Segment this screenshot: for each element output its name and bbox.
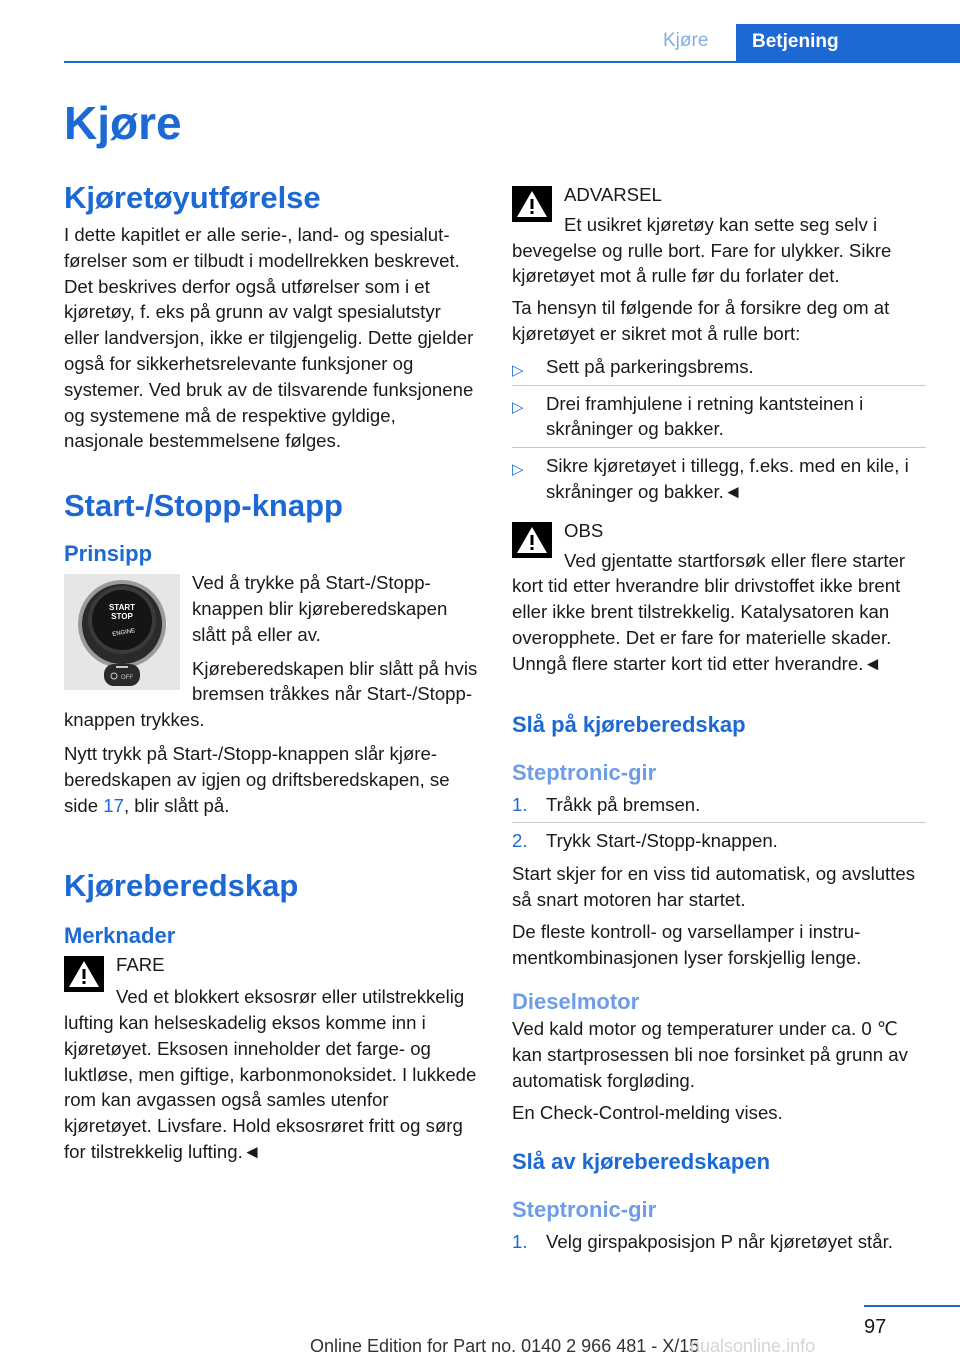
list-item: [512, 349, 926, 385]
warning-label: OBS: [564, 519, 604, 541]
subheading-steptronic: Steptronic-gir: [512, 759, 657, 785]
page-number: 97: [864, 1316, 887, 1338]
warning-icon: [64, 956, 104, 992]
paragraph: Kjøreberedskapen blir slått på hvis bremsen tråkkes når Start-/Stopp-knappen trykkes.: [64, 657, 478, 731]
chapter-title: Kjøre: [64, 97, 182, 149]
warning-icon: [512, 186, 552, 222]
list-item: [512, 787, 926, 823]
warning-block-fare: [64, 952, 478, 1164]
warning-icon: [512, 522, 552, 558]
paragraph: En Check-Control-melding vises.: [512, 1101, 783, 1123]
step-number: 1.: [512, 1230, 528, 1252]
step-number: 2.: [512, 830, 528, 852]
warning-text: Ved et blokkert eksosrør eller utilstrekkelig lufting kan helseskadelig eksos komme inn i kjøretøyet. Eksosen inneholder det farge- og luktløse, men giftige, karbonmonoksidet. I lukkede rom kan avgassen også samles utenfor kjøretøyet. Livsfare. Hold eksosrøret fritt og sørg for tilstrekkelig lufting.◄: [64, 986, 477, 1162]
header-section-tab: Kjøre: [663, 30, 709, 51]
button-text-start: START: [108, 603, 136, 613]
subsection-title-prinsipp: Prinsipp: [64, 541, 153, 567]
button-text-stop: STOP: [111, 612, 133, 622]
numbered-list: [512, 787, 926, 860]
list-item-text: Trykk Start-/Stopp-knappen.: [546, 830, 778, 852]
section-title-start-stopp: Start-/Stopp-knapp: [64, 488, 343, 524]
header-chapter-tab: Betjening: [736, 24, 960, 62]
text: Nytt trykk på Start-/Stopp-knappen slår kjøreberedskapen av igjen og driftsberedskapen, se side: [64, 742, 450, 816]
subsection-title-sla-pa: Slå på kjøreberedskap: [512, 711, 746, 737]
list-item: [512, 1224, 926, 1260]
bullet-marker: ▷: [512, 398, 524, 416]
page-link[interactable]: 17: [103, 794, 124, 816]
right-column: [512, 182, 926, 1259]
warning-label: ADVARSEL: [564, 184, 662, 205]
warning-text: Ved gjentatte startforsøk eller flere starter kort tid etter hverandre blir drivstoffet ikke brent eller ikke brent tilstrekkelig. Katalysatoren kan overopphete. Det er fare for materielle skader. Unngå flere starter kort tid etter hverandre.◄: [512, 549, 906, 674]
bullet-list: [512, 349, 926, 510]
left-column: [64, 180, 478, 1165]
bullet-marker: ▷: [512, 361, 524, 379]
paragraph: De fleste kontroll- og varsellamper i instrumentkombinasjonen lyser forskjellig lenge.: [512, 920, 862, 968]
list-item-text: Drei framhjulene i retning kantsteinen i skråninger og bakker.: [546, 392, 864, 440]
paragraph: Ta hensyn til følgende for å forsikre deg om at kjøretøyet er sikret mot å rulle bort:: [512, 297, 890, 344]
subheading-dieselmotor: Dieselmotor: [512, 989, 640, 1015]
list-item-text: Sett på parkeringsbrems.: [546, 355, 754, 377]
start-stop-block: [64, 570, 478, 733]
list-item: [512, 385, 926, 448]
paragraph: Start skjer for en viss tid automatisk, og avsluttes så snart motoren har startet.: [512, 863, 916, 910]
subsection-title-sla-av: Slå av kjøreberedskapen: [512, 1148, 771, 1174]
section-title-kjoretoyutforelse: Kjøretøyutførelse: [64, 180, 321, 215]
list-item-text: Velg girspakposisjon P når kjøretøyet står.: [546, 1230, 893, 1252]
footer-edition: Online Edition for Part no. 0140 2 966 481 - X/15: [310, 1336, 700, 1356]
warning-block-advarsel: [512, 182, 926, 289]
paragraph: Ved kald motor og temperaturer under ca. 0 ℃ kan startprosessen bli noe forsinket på grunn av automatisk forgløding.: [512, 1018, 908, 1091]
subheading-steptronic: Steptronic-gir: [512, 1196, 657, 1222]
watermark: nualsonline.info: [690, 1336, 816, 1356]
button-text-off: OFF: [121, 675, 133, 682]
step-number: 1.: [512, 793, 528, 815]
warning-block-obs: [512, 518, 926, 677]
text: , blir slått på.: [123, 794, 230, 816]
paragraph: I dette kapitlet er alle serie-, land- og spesialutførelser som er tilbudt i modellrekken beskrevet. Det beskrives derfor også utførelser som i et kjøretøy, f. eks på grunn av valgt spesialutstyr eller landversjon, ikke er tilgjengelig. Dette gjelder også for sikkerhetsrelevante funksjoner og systemer. Ved bruk av de tilsvarende funksjonene og systemene må de respektive gyldige, nasjonale bestemmelsene følges.: [64, 224, 474, 452]
paragraph-with-link: [64, 741, 478, 818]
warning-label: FARE: [116, 954, 165, 976]
button-text-engine: ENGINE: [111, 628, 136, 639]
bullet-marker: ▷: [512, 461, 524, 479]
list-item: [512, 447, 926, 510]
subsection-title-merknader: Merknader: [64, 923, 176, 949]
list-item-text: Sikre kjøretøyet i tillegg, f.eks. med en kile, i skråninger og bakker.◄: [546, 455, 909, 502]
paragraph: Ved å trykke på Start-/Stopp-knappen blir kjøreberedskapen slått på eller av.: [192, 572, 448, 645]
warning-text: Et usikret kjøretøy kan sette seg selv i bevegelse og rulle bort. Fare for ulykker. Sikre kjøretøyet mot å rulle før du forlater det.: [512, 213, 892, 287]
numbered-list: [512, 1224, 926, 1260]
start-stop-button-photo: [64, 574, 180, 690]
section-title-kjoreberedskap: Kjøreberedskap: [64, 868, 299, 904]
footer-rule: [864, 1305, 960, 1307]
list-item-text: Tråkk på bremsen.: [546, 793, 701, 815]
list-item: [512, 822, 926, 859]
